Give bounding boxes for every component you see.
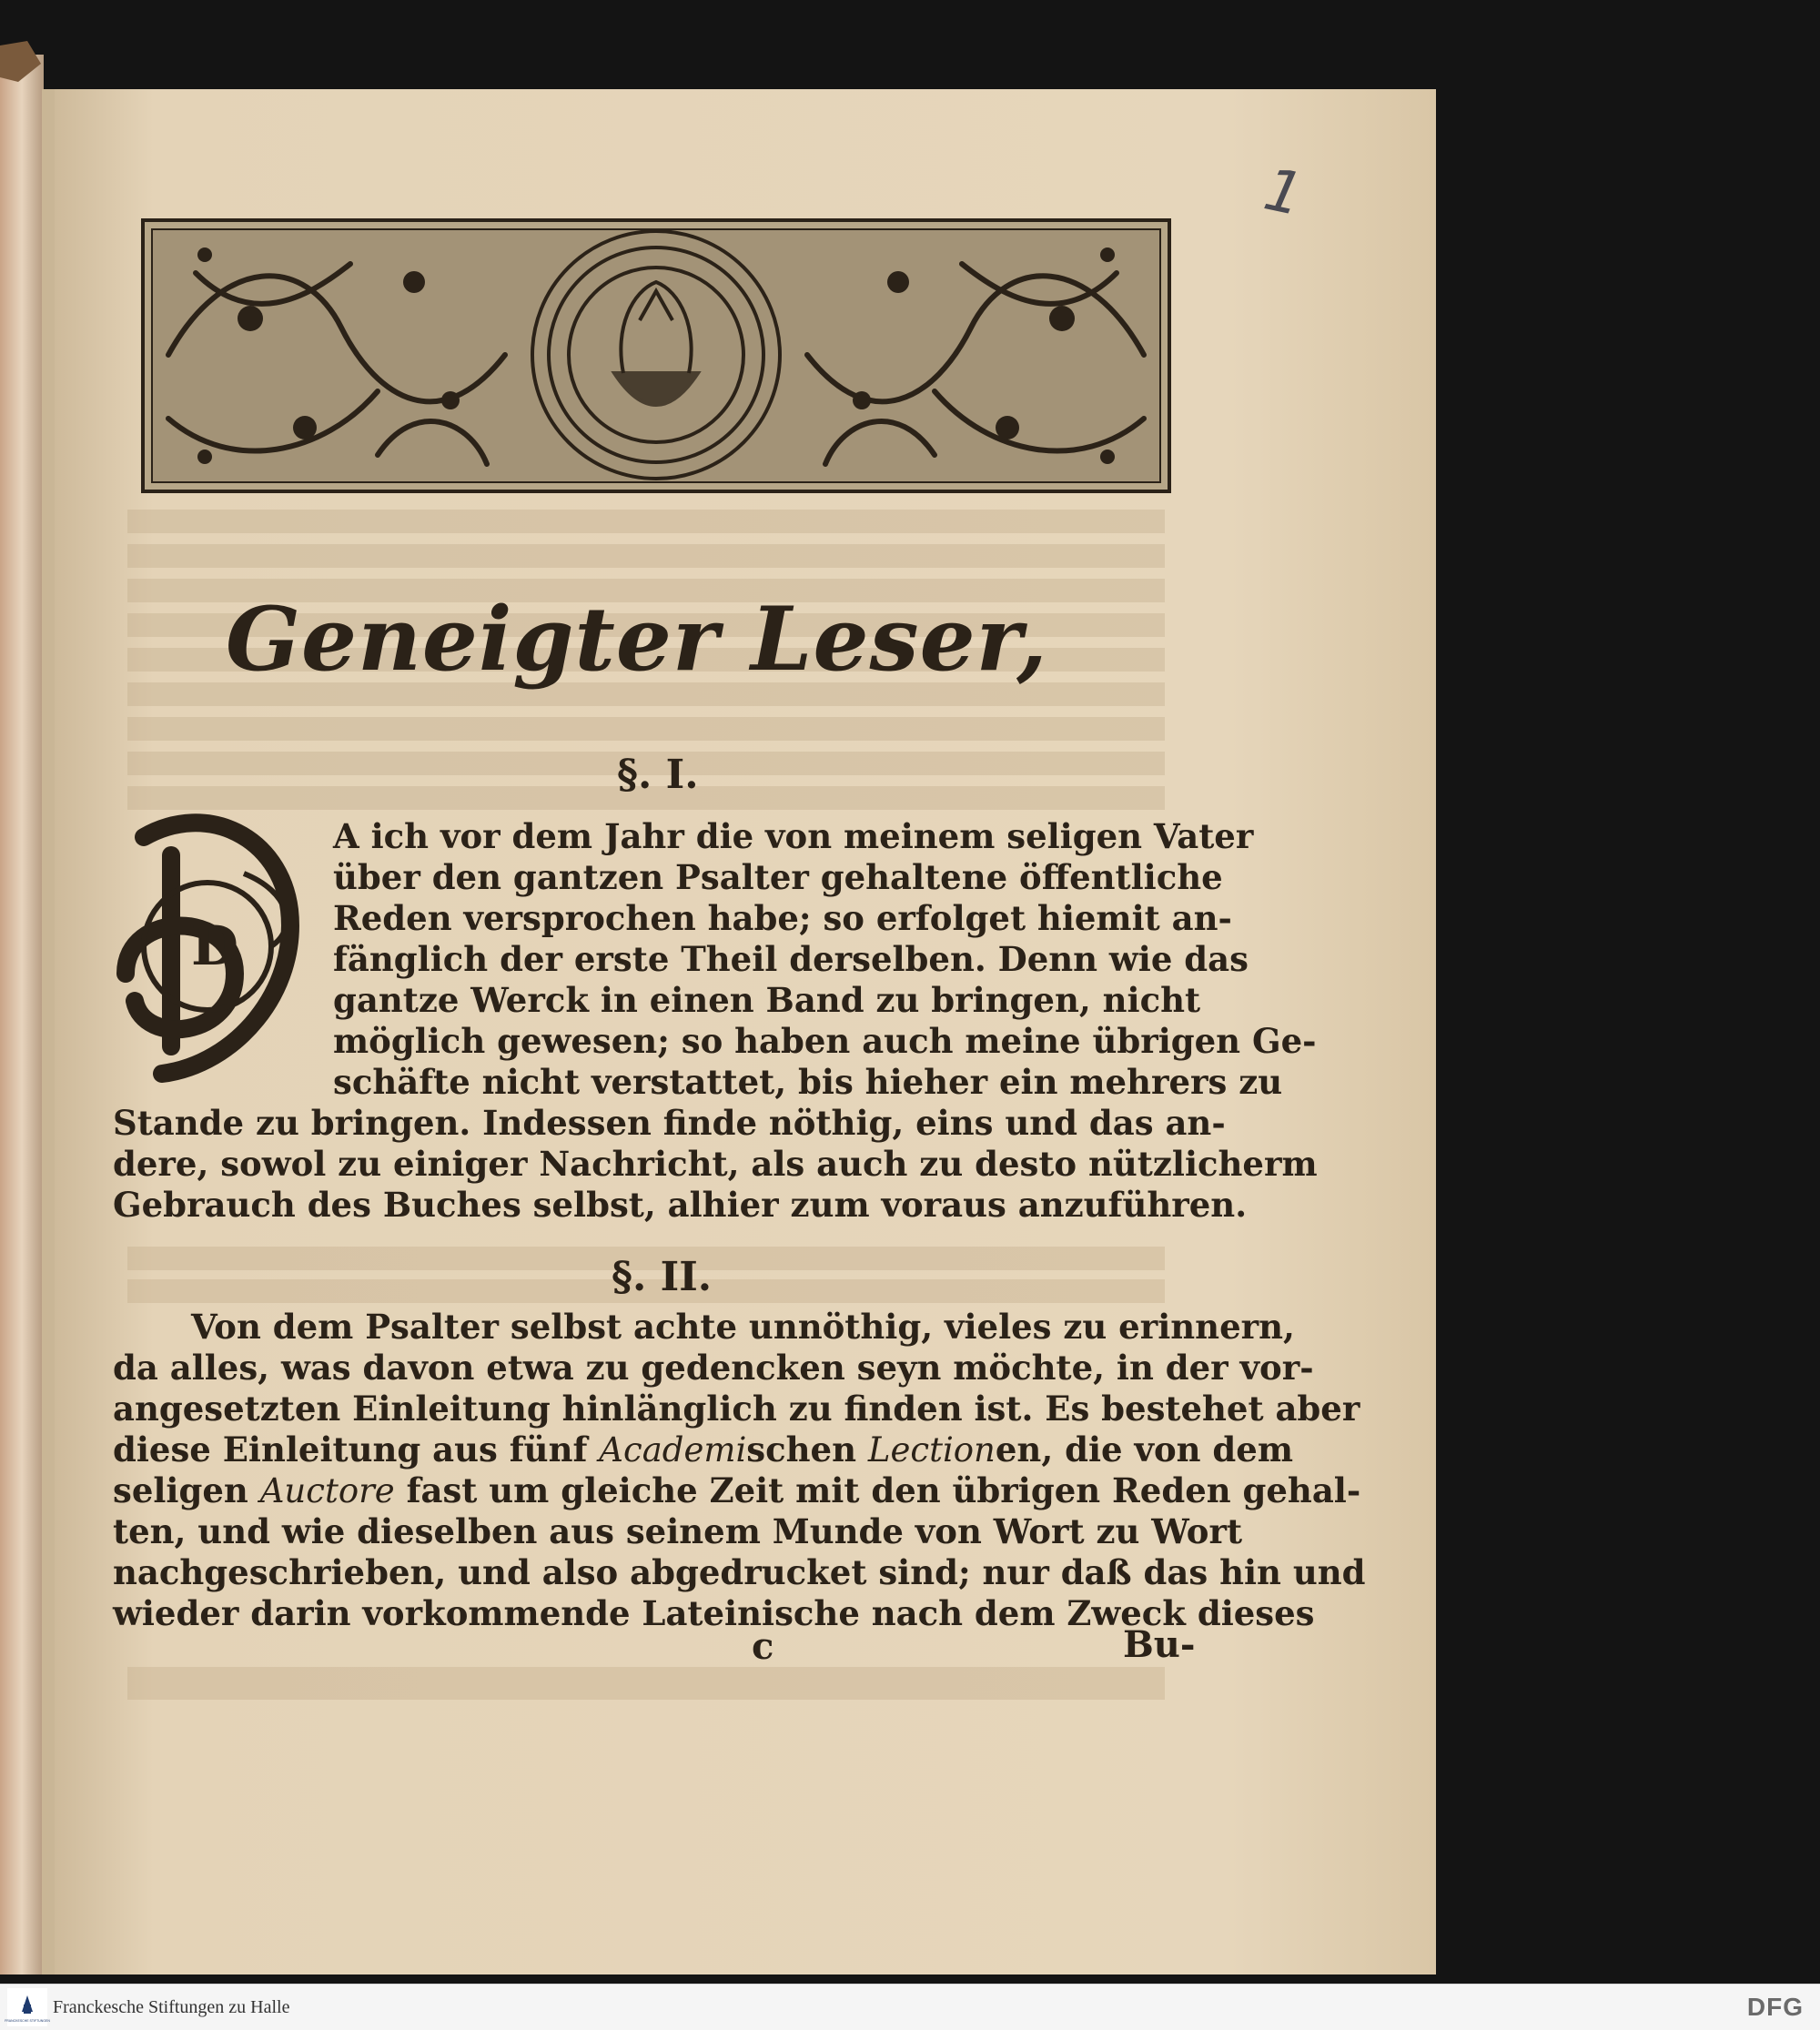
section2-line-3: angesetzten Einleitung hinlänglich zu finden ist. Es bestehet aber xyxy=(113,1389,1360,1429)
section1-line-6: möglich gewesen; so haben auch meine übrigen Ge- xyxy=(333,1021,1317,1061)
section-number-2: §. II. xyxy=(612,1254,713,1300)
latin-word-lection: Lection xyxy=(867,1430,996,1469)
signature-mark: c xyxy=(752,1625,774,1668)
section1-line-5: gantze Werck in einen Band zu bringen, nicht xyxy=(333,980,1201,1020)
section1-line-4: fänglich der erste Theil derselben. Denn wie das xyxy=(333,939,1249,979)
ornamental-headpiece xyxy=(141,218,1171,493)
salutation-heading: Geneigter Leser, xyxy=(226,588,1048,691)
section1-line-10: Gebrauch des Buches selbst, alhier zum voraus anzuführen. xyxy=(113,1185,1248,1225)
section2-line-4-text-c: schen xyxy=(746,1429,868,1469)
section1-line-9: dere, sowol zu einiger Nachricht, als auch zu desto nützlicherm xyxy=(113,1144,1318,1184)
section2-line-2: da alles, was davon etwa zu gedencken seyn möchte, in der vor- xyxy=(113,1348,1314,1388)
section2-line-4-text-e: en, die von dem xyxy=(995,1429,1293,1469)
latin-word-academi: Academi xyxy=(599,1430,747,1469)
section2-line-7: nachgeschrieben, und also abgedrucket sind; nur daß das hin und xyxy=(113,1552,1366,1592)
section2-line-5-text-a: seligen xyxy=(113,1470,260,1510)
section1-line-2: über den gantzen Psalter gehaltene öffentliche xyxy=(333,857,1223,897)
dfg-logo[interactable]: DFG xyxy=(1746,1993,1804,2021)
section2-line-5-text-c: fast um gleiche Zeit mit den übrigen Reden gehal- xyxy=(394,1470,1361,1510)
section2-line-4-text-a: diese Einleitung aus fünf xyxy=(113,1429,600,1469)
section2-line-6: ten, und wie dieselben aus seinem Munde von Wort zu Wort xyxy=(113,1511,1243,1551)
section2-line-1: Von dem Psalter selbst achte unnöthig, vieles zu erinnern, xyxy=(191,1307,1295,1347)
section2-line-8: wieder darin vorkommende Lateinische nach dem Zweck dieses xyxy=(113,1593,1315,1633)
initial-letter: D xyxy=(191,914,239,978)
section-number-1: §. I. xyxy=(617,752,699,798)
institution-logo-icon[interactable] xyxy=(5,1988,50,2026)
viewer-footer xyxy=(0,1984,1820,2030)
section1-line-1: A ich vor dem Jahr die von meinem seligen Vater xyxy=(333,816,1254,856)
section1-line-3: Reden versprochen habe; so erfolget hiemit an- xyxy=(333,898,1232,938)
section2-line-5 xyxy=(113,1470,1360,1511)
institution-logo-text: FRANCKESCHE STIFTUNGEN xyxy=(5,2019,50,2023)
section2-line-4 xyxy=(113,1429,1293,1470)
section1-line-7: schäfte nicht verstattet, bis hieher ein mehrers zu xyxy=(333,1062,1283,1102)
latin-word-auctore: Auctore xyxy=(259,1471,395,1510)
catchword: Bu- xyxy=(1123,1623,1196,1666)
page-number-annotation: 1 xyxy=(1258,156,1309,230)
section1-line-8: Stande zu bringen. Indessen finde nöthig, eins und das an- xyxy=(113,1103,1226,1143)
institution-name[interactable]: Franckesche Stiftungen zu Halle xyxy=(53,1997,290,2017)
decorated-initial xyxy=(107,801,309,1090)
